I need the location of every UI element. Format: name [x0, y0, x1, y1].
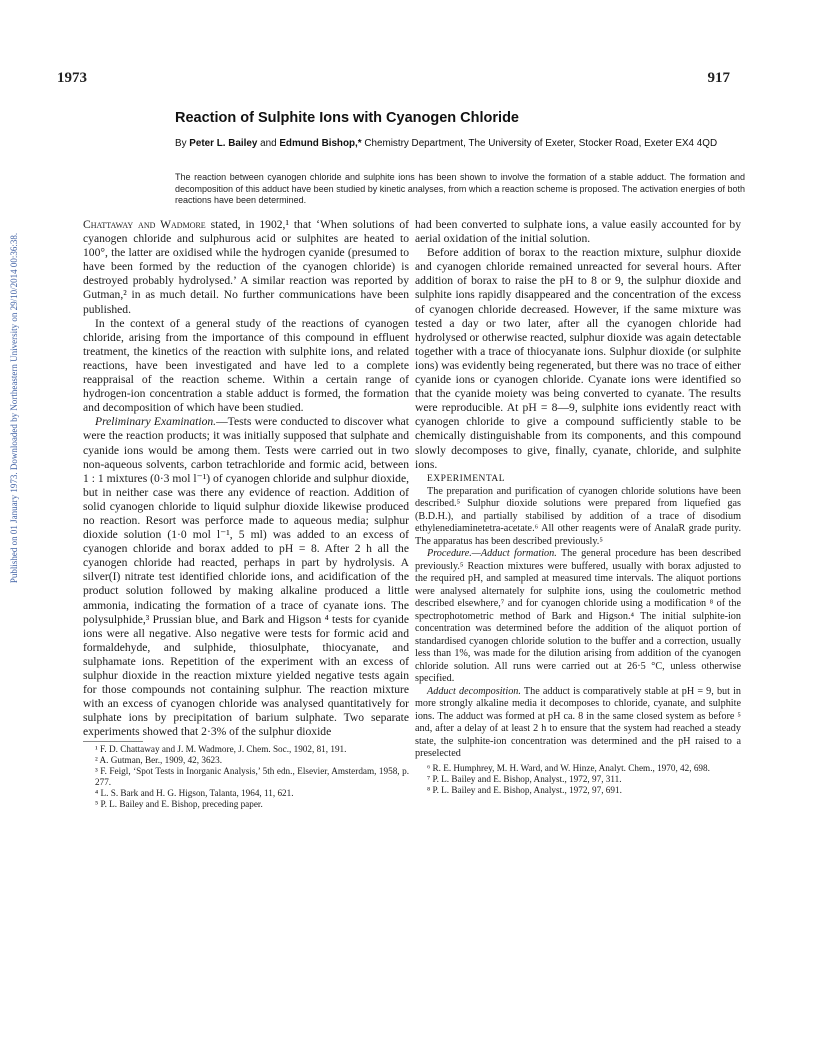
journal-year: 1973: [57, 70, 87, 86]
footnote: ² A. Gutman, Ber., 1909, 42, 3623.: [95, 755, 223, 766]
section-heading-experimental: EXPERIMENTAL: [427, 473, 506, 484]
footnote: ⁵ P. L. Bailey and E. Bishop, preceding paper.: [95, 799, 263, 810]
affiliation: Chemistry Department, The University of Exeter, Stocker Road, Exeter EX4 4QD: [364, 138, 718, 149]
procedure-heading: Procedure.—Adduct formation.: [427, 548, 557, 560]
footnotes-left: [83, 744, 409, 810]
procedure-text: The general procedure has been described previously.⁵ Reaction mixtures were buffered, usually with borax adjusted to the required pH, and sampled at measured time intervals. The aliquot portions were analysed alternately for sulphite ions, using the coulometric method described elsewhere,⁷ and for cyanogen chloride using a modification ⁸ of the spectrophotometric method of Bark and Higson.⁴ The initial sulphite-ion concentration was determined before the addition of the aliquot portion of standardised cyanogen chloride solution to the buffer and a correction, usually less than 1%, was made for the dilution arising from addition of the cyanogen chloride solution. All runs were carried out at 26·5 °C, unless otherwise specified.: [415, 548, 741, 685]
footnote: ⁴ L. S. Bark and H. G. Higson, Talanta, 1964, 11, 621.: [95, 788, 294, 799]
left-column: [83, 218, 409, 810]
footnote: ³ F. Feigl, ‘Spot Tests in Inorganic Analysis,’ 5th edn., Elsevier, Amsterdam, 1958, p. 277.: [95, 766, 409, 788]
footnote: ⁸ P. L. Bailey and E. Bishop, Analyst., 1972, 97, 691.: [427, 784, 622, 795]
article-title: Reaction of Sulphite Ions with Cyanogen Chloride: [175, 110, 519, 126]
byline-and: and: [260, 138, 277, 149]
paragraph-adduct-decomposition: [415, 686, 741, 761]
experimental-section: [415, 486, 741, 761]
paragraph-context: In the context of a general study of the reactions of cyanogen chloride, arising from the importance of this compound in effluent treatment, the kinetics of the reaction with sulphite ions, and related reactions, have been investigated and have led to a complete reappraisal of the reaction scheme. Within a certain range of hydrogen-ion concentration a stable adduct is formed, the formation and decomposition of which have been studied.: [83, 316, 409, 415]
intro-text: stated, in 1902,¹ that ‘When solutions of cyanogen chloride and sulphurous acid or sulphites are heated to 100°, the latter are oxidised while the hydrogen cyanide (presumed to have been formed by the reduction of the cyanogen chloride) is destroyed probably hydrolysed.’ A similar reaction was reported by Gutman,² in as much detail. No further communications have been published.: [83, 218, 410, 316]
decomposition-text: The adduct is comparatively stable at pH = 9, but in more strongly alkaline media it decomposes to chloride, cyanate, and sulphite ions. The adduct was formed at pH ca. 8 in the same closed system as before ⁵ and, after a delay of at least 2 h to ensure that the system had reached a steady state, the sulphite-ion concentration was determined and the pH raised to a preselected: [415, 685, 742, 760]
paragraph-reagents: The preparation and purification of cyanogen chloride solutions have been described.⁵ Sulphur dioxide solutions were prepared from liquefied gas (B.D.H.), and partially stabilised by addition of a trace of disodium ethylenediaminetetra-acetate.⁶ All other reagents were of AnalaR grade purity. The apparatus has been described previously.⁵: [415, 485, 741, 547]
footnote: ⁶ R. E. Humphrey, M. H. Ward, and W. Hinze, Analyt. Chem., 1970, 42, 698.: [427, 762, 710, 773]
download-sidebar: [0, 178, 28, 638]
byline: [175, 137, 745, 150]
footnote: ⁷ P. L. Bailey and E. Bishop, Analyst., 1972, 97, 311.: [427, 773, 622, 784]
download-note[interactable]: Published on 01 January 1973. Downloaded by Northeastern University on 29/10/2014 00:36:38.: [9, 232, 19, 584]
decomposition-heading: Adduct decomposition.: [427, 685, 521, 697]
byline-by: By: [175, 138, 187, 149]
paragraph-intro: [83, 218, 409, 317]
author-bailey: Peter L. Bailey: [189, 138, 258, 149]
page-number: 917: [707, 70, 730, 86]
paragraph-adduct-formation: [415, 548, 741, 686]
right-column: [415, 218, 741, 796]
paragraph-preliminary: [83, 415, 409, 739]
paragraph-continuation: had been converted to sulphate ions, a value easily accounted for by aerial oxidation of the initial solution.: [415, 218, 741, 246]
preliminary-heading: Preliminary Examination.: [95, 415, 217, 429]
cited-authors: Chattaway and Wadmore: [83, 218, 206, 231]
author-bishop: Edmund Bishop,*: [279, 138, 362, 149]
preliminary-text: —Tests were conducted to discover what were the reaction products; it was initially supposed that sulphate and cyanide ions would be among them. Tests were carried out in two non-aqueous solvents, carbon tetrachloride and formic acid, between 1 : 1 mixtures (0·3 mol l⁻¹) of cyanogen chloride and sulphur dioxide, but in neither case was there any evidence of reaction. Addition of solid cyanogen chloride to liquid sulphur dioxide likewise produced no reaction. Resort was perforce made to aqueous media; sulphur dioxide solution (1·0 mol l⁻¹, 5 ml) was added to an excess of cyanogen chloride and borax added to pH = 8. After 2 h all the cyanogen chloride had reacted, perhaps in part by hydrolysis. A silver(I) nitrate test identified chloride ions, and acidification of the product solution followed by making alkaline produced a little ammonia, indicating the formation of a trace of cyanate ions. The polysulphide,³ Prussian blue, and Bark and Higson ⁴ tests for cyanide ions were all negative. Also negative were tests for formic acid and formaldehyde, and sulphide, thiosulphate, thiocyanate, and sulphamate ions. Repetition of the experiment with an excess of sulphur dioxide in the reaction mixture yielded negative tests again for those compounds not containing sulphur. The reaction mixture with an excess of cyanogen chloride was analysed quantitatively for sulphate ions by precipitation of barium sulphate. Two separate experiments showed that 2·3% of the sulphur dioxide: [83, 415, 409, 739]
footnote-rule: [83, 741, 143, 742]
footnote: ¹ F. D. Chattaway and J. M. Wadmore, J. Chem. Soc., 1902, 81, 191.: [95, 744, 347, 755]
paragraph-borax: Before addition of borax to the reaction mixture, sulphur dioxide and cyanogen chloride remained unreacted for several hours. After addition of borax to raise the pH to 8 or 9, the sulphur dioxide and sulphite ions rapidly disappeared and the concentration of the excess of cyanogen chloride decreased. However, if the same mixture was tested a day or two later, after all the cyanogen chloride had hydrolysed or otherwise reacted, sulphur dioxide was again detectable together with a trace of thiocyanate ions. Sulphur dioxide (or sulphite ions) was evidently being regenerated, but there was no trace of either cyanide ions or cyanogen chloride. Cyanate ions were identified so that the cyanide moiety was being converted to cyanate. The results were reproducible. At pH = 8—9, sulphite ions evidently react with cyanogen chloride to give a compound sufficiently stable to be chemically distinguishable from its components, and this compound slowly decomposes to give, finally, cyanate, chloride, and sulphite ions.: [415, 246, 741, 471]
abstract: The reaction between cyanogen chloride and sulphite ions has been shown to involve the formation of a stable adduct. The formation and decomposition of this adduct have been studied by kinetic analyses, from which a reaction scheme is proposed. The activation energies of both reactions have been determined.: [175, 172, 745, 205]
footnotes-right: [415, 763, 741, 796]
